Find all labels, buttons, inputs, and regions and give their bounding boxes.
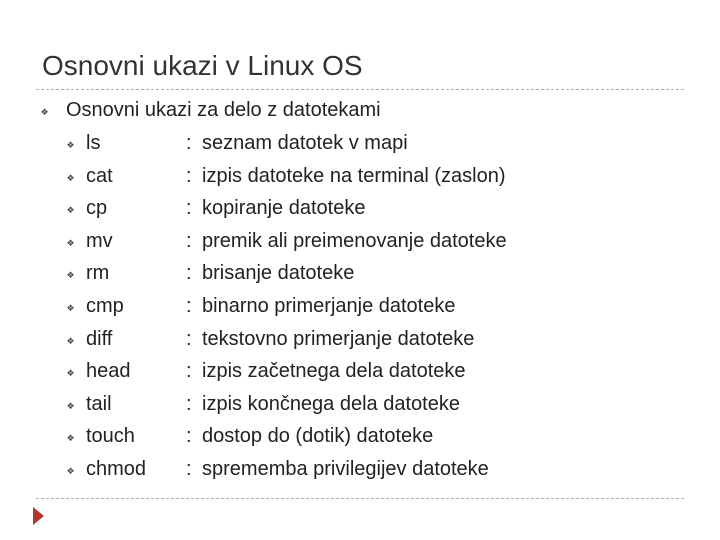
footer-divider	[36, 498, 684, 499]
slide-title: Osnovni ukazi v Linux OS	[42, 50, 363, 81]
command-description: izpis končnega dela datoteke	[202, 392, 460, 415]
separator: :	[186, 229, 192, 252]
command-row	[66, 328, 626, 354]
separator: :	[186, 458, 192, 480]
separator: :	[186, 295, 192, 317]
separator: :	[186, 262, 192, 285]
separator: :	[186, 327, 192, 350]
command-row	[66, 230, 626, 256]
bullet-icon: ❖	[66, 466, 75, 476]
separator: :	[186, 425, 192, 448]
bullet-icon: ❖	[66, 303, 75, 313]
command-row	[66, 360, 626, 386]
section-heading: Osnovni ukazi za delo z datotekami	[66, 99, 381, 121]
command-description: kopiranje datoteke	[202, 197, 366, 220]
command-row	[66, 197, 626, 223]
command-name: cp	[86, 197, 108, 220]
command-name: cat	[86, 164, 113, 187]
bullet-icon: ❖	[66, 368, 75, 379]
separator: :	[186, 360, 192, 383]
command-description: izpis začetnega dela datoteke	[202, 360, 466, 383]
command-row	[66, 295, 626, 321]
bullet-icon: ❖	[40, 107, 49, 117]
separator: :	[186, 392, 192, 415]
command-name: tail	[86, 392, 112, 415]
bullet-icon: ❖	[66, 172, 75, 183]
command-description: izpis datoteke na terminal (zaslon)	[202, 164, 506, 187]
slide-nav-arrow-icon	[33, 507, 44, 525]
bullet-icon: ❖	[66, 270, 75, 281]
bullet-icon: ❖	[66, 400, 75, 411]
command-row	[66, 165, 626, 191]
command-row	[66, 458, 626, 484]
command-description: dostop do (dotik) datoteke	[202, 425, 434, 448]
command-description: tekstovno primerjanje datoteke	[202, 327, 475, 350]
title-divider	[36, 89, 684, 90]
command-description: brisanje datoteke	[202, 262, 355, 285]
command-description: seznam datotek v mapi	[202, 132, 408, 154]
bullet-icon: ❖	[66, 433, 75, 444]
command-name: head	[86, 360, 131, 383]
command-name: touch	[86, 425, 135, 448]
bullet-icon: ❖	[66, 237, 75, 248]
command-row	[66, 132, 626, 158]
separator: :	[186, 164, 192, 187]
command-name: mv	[86, 229, 113, 252]
bullet-icon: ❖	[66, 335, 75, 346]
command-description: premik ali preimenovanje datoteke	[202, 229, 507, 252]
separator: :	[186, 197, 192, 220]
command-row	[66, 393, 626, 419]
command-name: rm	[86, 262, 110, 285]
command-name: chmod	[86, 458, 147, 480]
command-name: cmp	[86, 295, 124, 317]
command-name: diff	[86, 327, 113, 350]
command-name: ls	[86, 132, 101, 154]
command-row	[66, 425, 626, 451]
command-row	[66, 262, 626, 288]
separator: :	[186, 132, 192, 154]
command-description: sprememba privilegijev datoteke	[202, 458, 489, 480]
command-description: binarno primerjanje datoteke	[202, 295, 456, 317]
bullet-icon: ❖	[66, 205, 75, 216]
bullet-icon: ❖	[66, 140, 75, 150]
